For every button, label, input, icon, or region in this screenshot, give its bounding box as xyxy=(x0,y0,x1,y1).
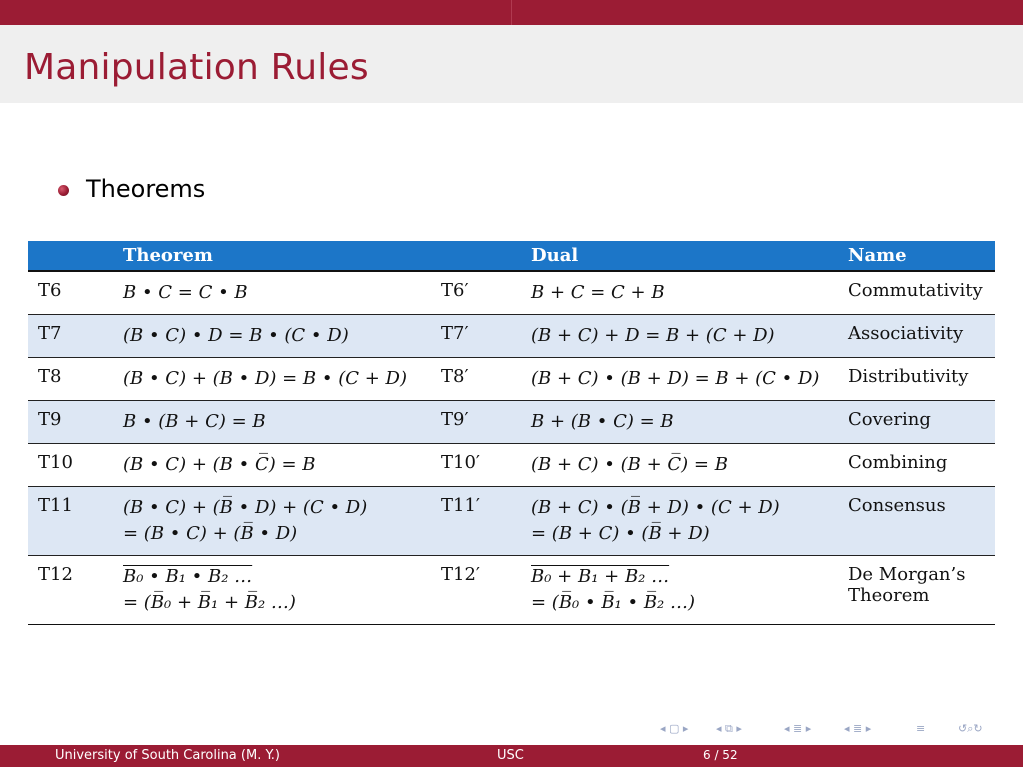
theorem-id: T11 xyxy=(28,487,113,556)
table-row xyxy=(28,271,995,315)
dual-expression xyxy=(521,487,838,556)
dual-expression xyxy=(521,358,838,401)
header-theorem: Theorem xyxy=(113,241,431,271)
expression-line: B • (B + C) = B xyxy=(123,411,266,432)
expression-line: (B + C) • (B̅ + D) • (C + D) xyxy=(531,497,780,518)
expression-line: (B • C) • D = B • (C • D) xyxy=(123,325,349,346)
expression-line: B + C = C + B xyxy=(531,282,665,303)
header-name: Name xyxy=(838,241,995,271)
dual-expression xyxy=(521,401,838,444)
theorem-name: Distributivity xyxy=(838,358,995,401)
theorem-name: Combining xyxy=(838,444,995,487)
dual-id: T9′ xyxy=(431,401,521,444)
expression-line: = (B̅₀ + B̅₁ + B̅₂ …) xyxy=(123,592,296,613)
footer-institution: University of South Carolina (M. Y.) xyxy=(55,748,280,763)
table-row xyxy=(28,487,995,556)
expression-line: B • C = C • B xyxy=(123,282,248,303)
expression-line: B₀ + B₁ + B₂ … xyxy=(531,566,670,587)
nav-next-subsection-icon[interactable]: ◂ ≣ ▸ xyxy=(844,722,872,735)
header-bar xyxy=(0,0,1023,25)
dual-expression xyxy=(521,271,838,315)
theorem-expression xyxy=(113,358,431,401)
header-bar-left xyxy=(0,0,511,25)
theorem-name: Consensus xyxy=(838,487,995,556)
footer-page-number: 6 / 52 xyxy=(703,748,738,762)
expression-line: = (B + C) • (B̅ + D) xyxy=(531,523,710,544)
theorem-name: Covering xyxy=(838,401,995,444)
header-dual: Dual xyxy=(521,241,838,271)
expression-line: B₀ • B₁ • B₂ … xyxy=(123,566,253,587)
footer-short-title: USC xyxy=(497,748,524,763)
bullet-icon xyxy=(58,185,69,196)
theorem-id: T7 xyxy=(28,315,113,358)
theorem-id: T8 xyxy=(28,358,113,401)
theorem-name: Commutativity xyxy=(838,271,995,315)
navigation-controls xyxy=(660,722,1020,740)
theorem-id: T9 xyxy=(28,401,113,444)
theorem-expression xyxy=(113,444,431,487)
expression-line: (B + C) • (B + D) = B + (C • D) xyxy=(531,368,820,389)
dual-expression xyxy=(521,444,838,487)
theorem-id: T6 xyxy=(28,271,113,315)
table-row xyxy=(28,358,995,401)
dual-id: T6′ xyxy=(431,271,521,315)
expression-line: (B + C) + D = B + (C + D) xyxy=(531,325,775,346)
expression-line: (B • C) + (B • D) = B • (C + D) xyxy=(123,368,407,389)
theorem-expression xyxy=(113,487,431,556)
theorem-id: T10 xyxy=(28,444,113,487)
expression-line: = (B • C) + (B̅ • D) xyxy=(123,523,298,544)
expression-line: B + (B • C) = B xyxy=(531,411,674,432)
expression-line: = (B̅₀ • B̅₁ • B̅₂ …) xyxy=(531,592,696,613)
dual-id: T7′ xyxy=(431,315,521,358)
theorem-expression xyxy=(113,271,431,315)
theorem-name: Associativity xyxy=(838,315,995,358)
nav-search-icon[interactable]: ↺⌕↻ xyxy=(958,722,983,735)
table-row xyxy=(28,444,995,487)
dual-id: T11′ xyxy=(431,487,521,556)
dual-expression xyxy=(521,315,838,358)
nav-doc-icon[interactable]: ≡ xyxy=(916,722,926,735)
footer-bar xyxy=(0,745,1023,767)
expression-line: (B • C) + (B • C̅) = B xyxy=(123,454,316,475)
nav-prev-frame-icon[interactable]: ◂ ▢ ▸ xyxy=(660,722,689,735)
expression-line: (B + C) • (B + C̅) = B xyxy=(531,454,728,475)
header-dual-number xyxy=(431,241,521,271)
dual-id: T8′ xyxy=(431,358,521,401)
theorem-name: De Morgan’s Theorem xyxy=(838,556,995,625)
expression-line: (B • C) + (B̅ • D) + (C • D) xyxy=(123,497,368,518)
slide-title: Manipulation Rules xyxy=(24,47,369,88)
table-header-row xyxy=(28,241,995,271)
header-number xyxy=(28,241,113,271)
table-row xyxy=(28,556,995,625)
nav-next-frame-icon[interactable]: ◂ ⧉ ▸ xyxy=(716,722,742,735)
table-row xyxy=(28,401,995,444)
theorem-expression xyxy=(113,401,431,444)
dual-id: T12′ xyxy=(431,556,521,625)
theorem-id: T12 xyxy=(28,556,113,625)
dual-id: T10′ xyxy=(431,444,521,487)
theorem-expression xyxy=(113,315,431,358)
bullet-text: Theorems xyxy=(86,175,206,203)
theorems-table xyxy=(28,241,995,625)
table-row xyxy=(28,315,995,358)
header-bar-right xyxy=(511,0,1023,25)
dual-expression xyxy=(521,556,838,625)
theorem-expression xyxy=(113,556,431,625)
nav-prev-subsection-icon[interactable]: ◂ ≣ ▸ xyxy=(784,722,812,735)
